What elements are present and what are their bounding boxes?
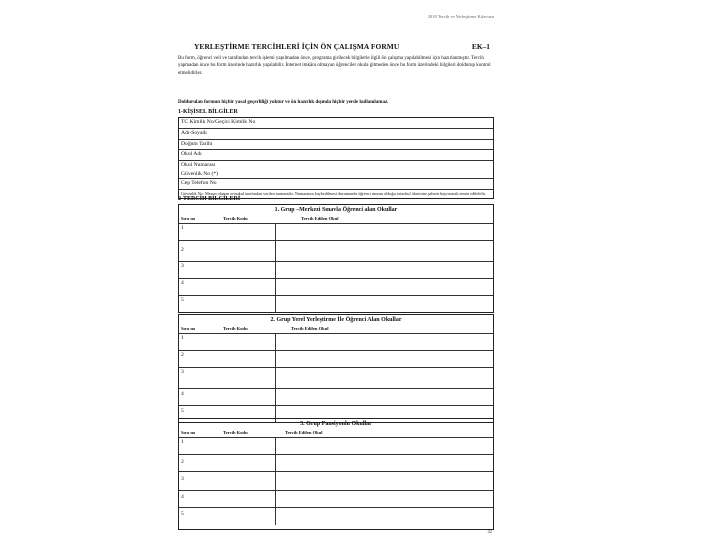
field-label: Adı-Soyadı: [181, 129, 207, 136]
field-row-security-no[interactable]: [179, 170, 493, 180]
pref-row-3[interactable]: [179, 471, 493, 490]
column-divider: [275, 389, 276, 405]
row-number: 1: [181, 439, 184, 445]
column-divider: [275, 224, 276, 240]
row-number: 3: [181, 369, 184, 375]
page-number: 42: [487, 529, 492, 534]
field-row-name[interactable]: [179, 129, 493, 140]
pref-row-2[interactable]: [179, 240, 493, 261]
row-number: 2: [181, 352, 184, 358]
col-code: Tercih Kodu: [223, 216, 248, 221]
warning-text: Doldurulan formun hiçbir yasal geçerliliği yoktur ve ön hazırlık dışında hiçbir yerde kullanılamaz.: [178, 100, 389, 105]
pref-row-3[interactable]: [179, 367, 493, 388]
pref-row-2[interactable]: [179, 454, 493, 471]
row-number: 4: [181, 391, 184, 397]
column-divider: [275, 472, 276, 490]
column-divider: [275, 334, 276, 350]
column-divider: [275, 491, 276, 507]
row-number: 1: [181, 225, 184, 231]
row-number: 4: [181, 494, 184, 500]
row-number: 2: [181, 459, 184, 465]
field-label: Okul Numarası: [181, 162, 216, 169]
form-title: YERLEŞTİRME TERCİHLERİ İÇİN ÖN ÇALIŞMA FORMU: [194, 42, 400, 51]
form-page: [178, 14, 494, 534]
row-number: 3: [181, 263, 184, 269]
field-row-tc-no[interactable]: [179, 118, 493, 129]
column-divider: [275, 455, 276, 471]
col-order: Sıra no: [181, 326, 196, 331]
column-divider: [275, 262, 276, 278]
column-divider: [275, 438, 276, 454]
row-number: 3: [181, 476, 184, 482]
personal-info-table: [178, 117, 494, 199]
pref-row-1[interactable]: [179, 437, 493, 454]
group-1-table: [178, 204, 494, 313]
column-divider: [275, 508, 276, 525]
row-number: 5: [181, 297, 184, 303]
col-order: Sıra no: [181, 430, 196, 435]
column-headers: [179, 215, 493, 223]
col-code: Tercih Kodu: [223, 326, 248, 331]
row-number: 5: [181, 408, 184, 414]
column-headers: [179, 325, 493, 333]
col-school: Tercih Edilen Okul: [301, 216, 339, 221]
pref-row-1[interactable]: [179, 223, 493, 240]
field-row-school-number[interactable]: [179, 161, 493, 170]
personal-section-heading: 1-KİŞİSEL BİLGİLER: [178, 109, 238, 115]
intro-paragraph: Bu form, öğrenci veli ve tarafından tercih işlemi yapılmadan önce, programa girilecek bilgilerle ilgili ön çalışma yapılabilmesi için hazırlanmıştır. Tercih yapmadan önce bu form üzerinde hazırlık yapılabilir. İnternet imkânı olmayan öğrenciler okula gitmeden önce bu form üzerindeki bilgileri doldurup kontrol etmelidirler.: [178, 56, 491, 76]
column-divider: [275, 279, 276, 295]
pref-row-4[interactable]: [179, 278, 493, 295]
form-title-row: [178, 42, 494, 52]
pref-row-4[interactable]: [179, 490, 493, 507]
pref-row-2[interactable]: [179, 350, 493, 367]
annex-label: EK–1: [471, 42, 490, 51]
field-label: Cep Telefon No: [181, 180, 217, 187]
pref-row-3[interactable]: [179, 261, 493, 278]
pref-row-5[interactable]: [179, 507, 493, 525]
field-label: TC Kimlik No/Geçici Kimlik No: [181, 119, 256, 125]
row-number: 5: [181, 511, 184, 517]
pref-row-1[interactable]: [179, 333, 493, 350]
col-order: Sıra no: [181, 216, 196, 221]
field-label: Güvenlik No (*): [181, 170, 218, 177]
column-divider: [275, 351, 276, 367]
field-label: Doğum Tarihi: [181, 140, 213, 147]
row-number: 1: [181, 335, 184, 341]
pref-row-4[interactable]: [179, 388, 493, 405]
pref-row-5[interactable]: [179, 295, 493, 312]
col-school: Tercih Edilen Okul: [285, 430, 323, 435]
security-no-note: Güvenlik No: Mezun olunan ortaokul tarafından verilen numaradır. Numaranın kaybedilmesi durumunda öğrenci mezun olduğu ortaokul idaresine şahsen başvurarak temin edilebilir.: [179, 189, 493, 198]
group-title: 3. Grup Pansiyonlu Okullar: [300, 421, 372, 427]
row-number: 2: [181, 247, 184, 253]
col-code: Tercih Kodu: [223, 430, 248, 435]
preferences-section-heading: 2-TERCİH BİLGİLERİ: [178, 196, 241, 202]
field-row-school-name[interactable]: [179, 150, 493, 161]
column-headers: [179, 429, 493, 437]
col-school: Tercih Edilen Okul: [291, 326, 329, 331]
column-divider: [275, 368, 276, 388]
group-title: 2. Grup Yerel Yerleştirme İle Öğrenci Alan Okullar: [270, 317, 402, 323]
column-divider: [275, 296, 276, 312]
field-row-birth-date[interactable]: [179, 140, 493, 151]
column-divider: [275, 241, 276, 261]
row-number: 4: [181, 280, 184, 286]
group-3-table: [178, 418, 494, 530]
field-label: Okul Adı: [181, 151, 202, 158]
header-note: 2018 Tercih ve Yerleştirme Kılavuzu: [427, 14, 494, 19]
group-title: 1. Grup –Merkezi Sınavla Öğrenci alan Okullar: [274, 207, 398, 213]
field-row-phone[interactable]: [179, 179, 493, 189]
group-2-table: [178, 314, 494, 423]
